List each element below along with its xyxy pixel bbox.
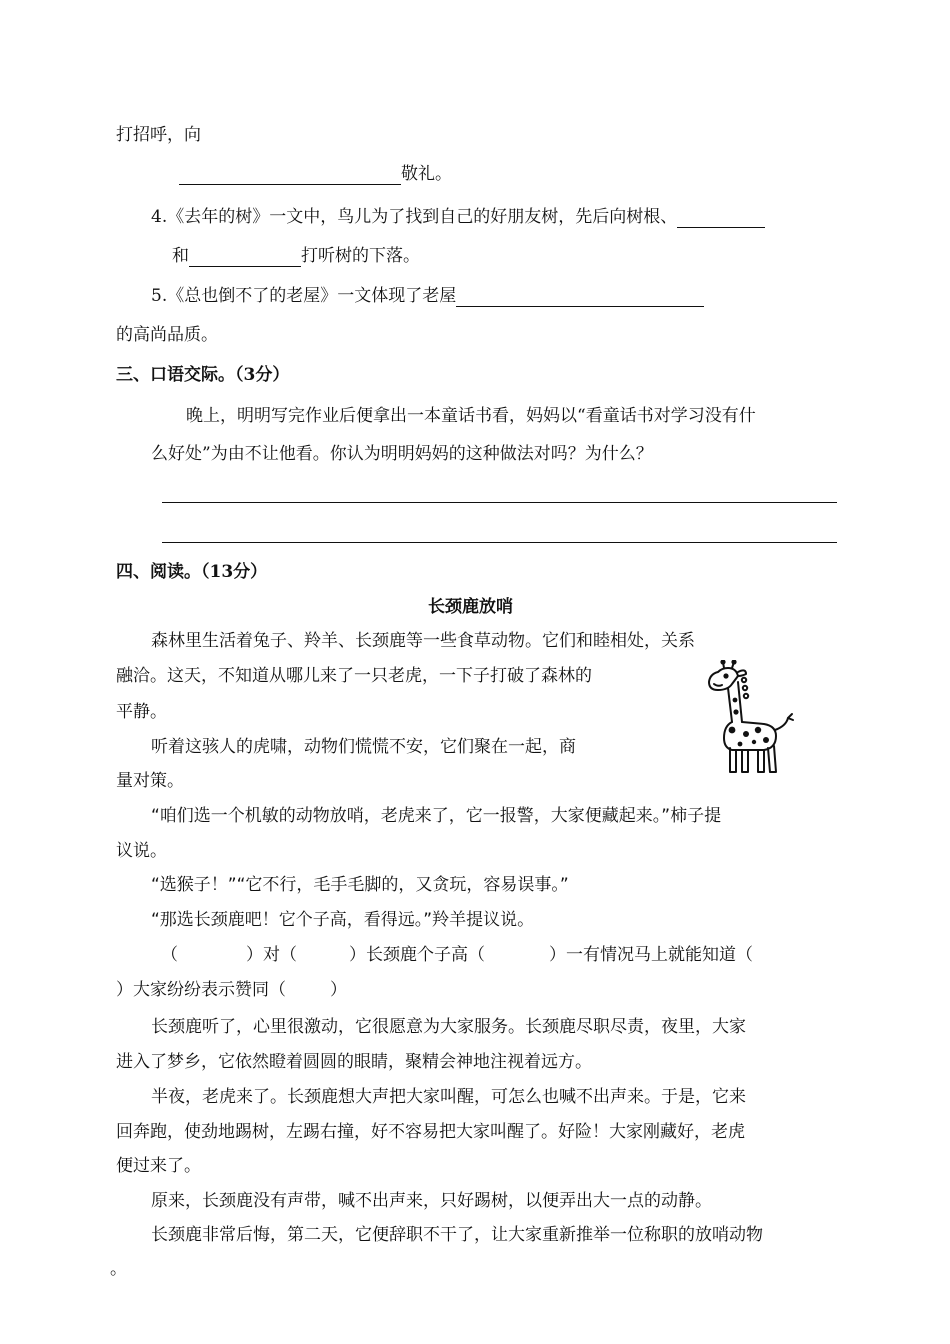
section-3-para-line-2: 么好处”为由不让他看。你认为明明妈妈的这种做法对吗？为什么？ (151, 444, 653, 464)
passage-line: 量对策。 (116, 771, 184, 791)
passage-line: 进入了梦乡，它依然瞪着圆圆的眼睛，聚精会神地注视着远方。 (116, 1052, 592, 1072)
fill-line-2-end: 敬礼。 (401, 164, 452, 184)
passage-line: 平静。 (116, 702, 167, 722)
passage-line: 融洽。这天，不知道从哪儿来了一只老虎，一下子打破了森林的 (116, 666, 592, 686)
fill-line-1: 打招呼，向 (116, 125, 201, 145)
question-4-text: 4.《去年的树》一文中，鸟儿为了找到自己的好朋友树，先后向树根、 (151, 207, 678, 227)
punct-text: ）长颈鹿个子高（ (349, 945, 485, 965)
question-4-end: 打听树的下落。 (301, 246, 420, 266)
punctuation-exercise-line-1 (161, 944, 753, 966)
section-3-heading: 三、口语交际。（3分） (116, 365, 290, 385)
punctuation-exercise-line-2 (116, 979, 347, 1001)
passage-line: 半夜，老虎来了。长颈鹿想大声把大家叫醒，可怎么也喊不出声来。于是，它来 (151, 1087, 746, 1107)
punct-text: ）一有情况马上就能知道（ (549, 945, 753, 965)
passage-line: 。 (110, 1259, 127, 1279)
question-4-cont (172, 245, 420, 267)
giraffe-icon (702, 660, 798, 776)
passage-line: 长颈鹿听了，心里很激动，它很愿意为大家服务。长颈鹿尽职尽责，夜里，大家 (151, 1017, 746, 1037)
punct-text: （ (161, 945, 178, 965)
answer-blank[interactable] (677, 209, 765, 228)
answer-blank[interactable] (179, 166, 401, 185)
passage-line: “咱们选一个机敏的动物放哨，老虎来了，它一报警，大家便藏起来。”柿子提 (151, 806, 722, 826)
section-4-heading: 四、阅读。（13分） (116, 562, 268, 582)
passage-title: 长颈鹿放哨 (428, 597, 513, 617)
punct-text: ）对（ (246, 945, 297, 965)
question-4-and: 和 (172, 246, 189, 266)
passage-line: 原来，长颈鹿没有声带，喊不出声来，只好踢树，以便弄出大一点的动静。 (151, 1191, 712, 1211)
passage-line: 议说。 (116, 841, 167, 861)
question-5-end: 的高尚品质。 (116, 325, 218, 345)
passage-line: 森林里生活着兔子、羚羊、长颈鹿等一些食草动物。它们和睦相处，关系 (151, 631, 695, 651)
punct-text: ） (330, 980, 347, 1000)
passage-line: 长颈鹿非常后悔，第二天，它便辞职不干了，让大家重新推举一位称职的放哨动物 (151, 1225, 763, 1245)
question-4 (151, 206, 765, 228)
passage-line: 听着这骇人的虎啸，动物们慌慌不安，它们聚在一起，商 (151, 737, 576, 757)
section-3-para-line-1: 晚上，明明写完作业后便拿出一本童话书看，妈妈以“看童话书对学习没有什 (186, 406, 756, 426)
passage-line: “那选长颈鹿吧！它个子高，看得远。”羚羊提议说。 (151, 910, 535, 930)
fill-line-2 (179, 163, 452, 185)
answer-blank[interactable] (456, 288, 704, 307)
punct-text: ）大家纷纷表示赞同（ (116, 980, 286, 1000)
passage-line: 便过来了。 (116, 1156, 201, 1176)
passage-line: 回奔跑，使劲地踢树，左踢右撞，好不容易把大家叫醒了。好险！大家刚藏好，老虎 (116, 1122, 745, 1142)
answer-line-2[interactable] (162, 542, 837, 543)
passage-line: “选猴子！”“它不行，毛手毛脚的，又贪玩，容易误事。” (151, 875, 569, 895)
answer-line-1[interactable] (162, 502, 837, 503)
question-5-text: 5.《总也倒不了的老屋》一文体现了老屋 (151, 286, 457, 306)
answer-blank[interactable] (189, 248, 301, 267)
question-5 (151, 285, 704, 307)
